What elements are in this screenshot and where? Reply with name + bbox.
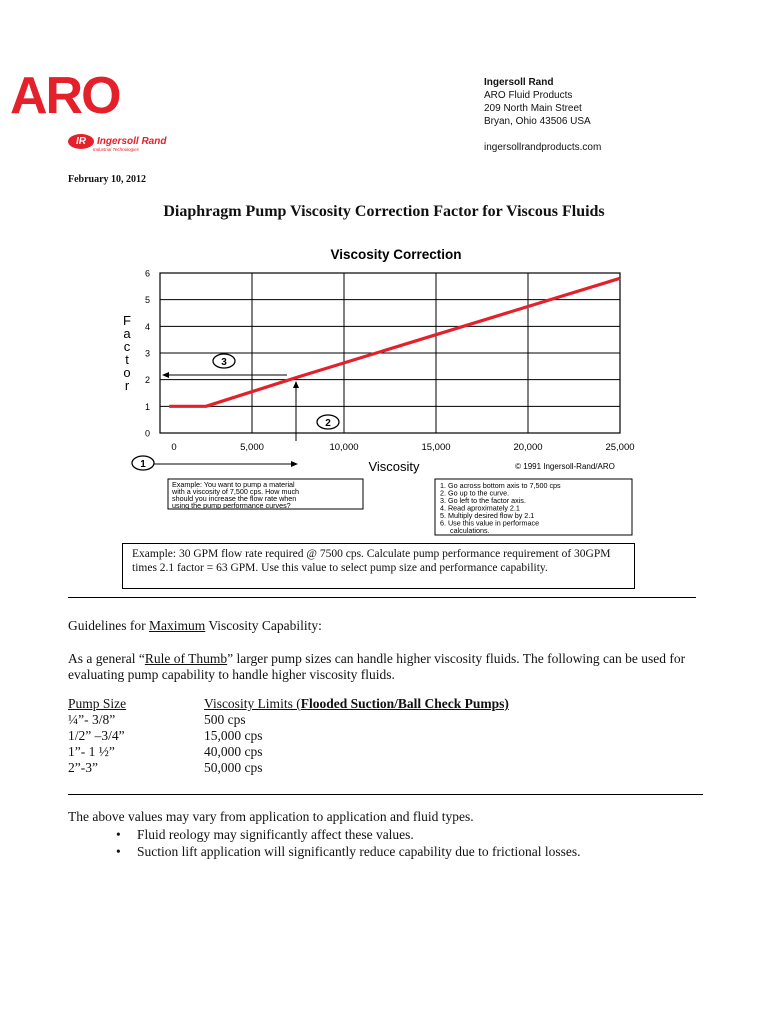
x-tick-label: 20,000	[513, 442, 543, 453]
series-line	[169, 278, 620, 406]
y-axis-label	[123, 313, 131, 393]
guidelines-heading	[68, 618, 322, 634]
viscosity-limit-cell: 40,000 cps	[204, 744, 263, 759]
y-tick-label: 4	[144, 321, 150, 332]
ir-logo-text: Ingersoll Rand	[97, 135, 167, 147]
pump-size-cell: ¼”- 3/8”	[68, 712, 116, 727]
y-tick-label: 0	[144, 428, 150, 439]
step-line: 5. Multiply desired flow by 2.1	[440, 511, 535, 520]
step-line: 1. Go across bottom axis to 7,500 cps	[440, 481, 561, 490]
rule-pre: As a general “	[68, 651, 145, 666]
pump-size-cell: 1/2” –3/4”	[68, 728, 125, 743]
arrow-step2-head	[293, 381, 299, 388]
divider-bottom	[68, 794, 703, 795]
arrow-step1-head	[291, 461, 298, 467]
viscosity-limit-cell: 500 cps	[204, 712, 246, 727]
viscosity-correction-chart	[112, 243, 652, 543]
pump-size-cell: 1”- 1 ½”	[68, 744, 115, 759]
guidelines-prefix: Guidelines for	[68, 618, 149, 633]
header-pump-size: Pump Size	[68, 696, 127, 711]
example-note-line: with a viscosity of 7,500 cps. How much	[172, 487, 300, 496]
address-company: Ingersoll Rand	[484, 77, 554, 88]
pump-size-cell: 2”-3”	[68, 760, 98, 775]
y-tick-label: 2	[144, 375, 150, 386]
example-note-text	[171, 480, 299, 510]
step-line: 4. Read aproximately 2.1	[440, 503, 520, 513]
closing-intro: The above values may vary from application to application and fluid types.	[68, 809, 474, 824]
marker-3-label: 3	[221, 357, 227, 368]
address-website[interactable]: ingersollrandproducts.com	[484, 142, 602, 153]
company-address	[484, 76, 601, 154]
list-item: • Suction lift application will significantly reduce capability due to frictional losses.	[116, 843, 581, 860]
example-note-line: should you increase the flow rate when	[172, 494, 297, 503]
copyright-note: © 1991 Ingersoll-Rand/ARO	[515, 462, 615, 471]
viscosity-limit-cell: 50,000 cps	[204, 760, 263, 775]
arrow-step3-head	[162, 372, 169, 378]
header-viscosity-limits: Viscosity Limits (Flooded Suction/Ball Check Pumps)	[204, 696, 509, 711]
y-axis-label-letter: c	[123, 339, 131, 354]
x-axis-label: Viscosity	[368, 459, 420, 474]
guidelines-underlined: Maximum	[148, 618, 206, 633]
document-date: February 10, 2012	[68, 174, 147, 185]
example-note-line: using the pump performance curves?	[172, 501, 291, 510]
step-line: 3. Go left to the factor axis.	[440, 496, 526, 505]
rule-of-thumb-paragraph	[68, 651, 698, 683]
x-tick-label: 5,000	[240, 442, 264, 453]
y-axis-label-letter: r	[124, 378, 130, 393]
address-line2: 209 North Main Street	[484, 103, 582, 114]
marker-1-label: 1	[140, 459, 146, 470]
rule-post: ” larger pump sizes can handle higher viscosity fluids. The following can be used for evaluating pump capability to handle higher viscosity fluids.	[68, 651, 686, 682]
address-line3: Bryan, Ohio 43506 USA	[484, 116, 591, 127]
ir-badge-icon: IR	[68, 134, 94, 149]
rule-underlined: Rule of Thumb	[144, 651, 228, 666]
document-title: Diaphragm Pump Viscosity Correction Factor for Viscous Fluids	[163, 203, 605, 220]
y-tick-label: 1	[144, 401, 150, 412]
y-tick-label: 3	[144, 348, 150, 359]
step-line: 2. Go up to the curve.	[440, 488, 510, 498]
ir-logo-subtitle: Industrial Technologies	[93, 147, 139, 152]
address-line1: ARO Fluid Products	[484, 90, 573, 101]
x-tick-label: 15,000	[421, 442, 451, 453]
chart-grid	[160, 273, 620, 433]
aro-logo: ARO	[10, 67, 120, 125]
chart-title: Viscosity Correction	[330, 247, 462, 262]
y-axis-label-letter: o	[123, 365, 131, 380]
y-tick-label: 6	[144, 268, 150, 279]
divider-top	[68, 597, 696, 598]
closing-bullets	[116, 826, 581, 860]
viscosity-limit-cell: 15,000 cps	[204, 728, 263, 743]
example-note-line: Example: You want to pump a material	[172, 480, 295, 489]
y-axis-label-letter: F	[123, 313, 131, 328]
step-line: calculations.	[440, 526, 490, 535]
y-axis-label-letter: a	[123, 326, 131, 341]
x-tick-label: 25,000	[605, 442, 635, 453]
step-line: 6. Use this value in performace	[440, 518, 540, 528]
x-tick-label: 10,000	[329, 442, 359, 453]
list-item: • Fluid reology may significantly affect these values.	[116, 826, 581, 843]
calculation-example-box: Example: 30 GPM flow rate required @ 7500 cps. Calculate pump performance requirement of 30GPM times 2.1 factor = 63 GPM. Use this value to select pump size and performance capability.	[122, 543, 635, 589]
x-tick-label: 0	[171, 442, 177, 453]
y-axis-label-letter: t	[125, 352, 129, 367]
y-tick-label: 5	[144, 295, 150, 306]
guidelines-suffix: Viscosity Capability:	[205, 618, 322, 633]
marker-2-label: 2	[325, 418, 331, 429]
